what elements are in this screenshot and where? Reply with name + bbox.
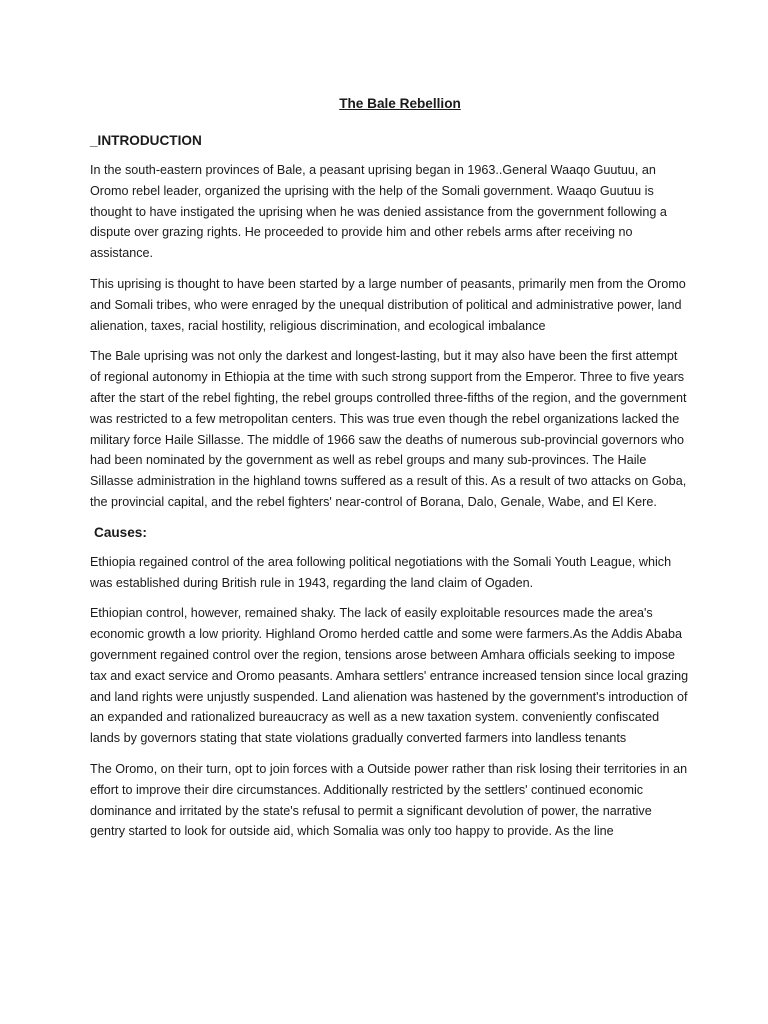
section-heading-introduction: _INTRODUCTION [90,133,202,148]
paragraph-causes-1: Ethiopia regained control of the area following political negotiations with the Somali Youth League, which was established during British rule in 1943, regarding the land claim of Ogaden. [90,554,672,590]
paragraph-causes-2: Ethiopian control, however, remained shaky. The lack of easily exploitable resources made the area's economic growth a low priority. Highland Oromo herded cattle and some were farmers.As the Addis Ababa government regained control over the region, tensions arose between Amhara officials seeking to impose tax and exact service and Oromo peasants. Amhara settlers' entrance increased tension since local grazing and land rights were unjustly suspended. Land alienation was hastened by the government's introduction of an expanded and rationalized bureaucracy as well as a new taxation system. conveniently confiscated lands by governors stating that state violations gradually converted farmers into landless tenants [90,606,689,746]
paragraph-intro-1: In the south-eastern provinces of Bale, a peasant uprising began in 1963..General Waaqo Guutuu, an Oromo rebel leader, organized the uprising with the help of the Somali government. Waaqo Guutuu is thought to have instigated the uprising when he was denied assistance from the government following a dispute over grazing rights. He proceeded to provide him and other rebels arms after receiving no assistance. [90,163,667,261]
document-body [90,94,690,852]
document-title: The Bale Rebellion [339,96,461,111]
section-heading-causes: Causes: [94,524,147,540]
paragraph-causes-3: The Oromo, on their turn, opt to join forces with a Outside power rather than risk losing their territories in an effort to improve their dire circumstances. Additionally restricted by the settlers' continued economic dominance and irritated by the state's refusal to permit a significant devolution of power, the narrative gentry started to look for outside aid, which Somalia was only too happy to provide. As the line [90,761,688,839]
paragraph-intro-2: This uprising is thought to have been started by a large number of peasants, primarily men from the Oromo and Somali tribes, who were enraged by the unequal distribution of political and administrative power, land alienation, taxes, racial hostility, religious discrimination, and ecological imbalance [90,276,686,333]
paragraph-intro-3: The Bale uprising was not only the darkest and longest-lasting, but it may also have been the first attempt of regional autonomy in Ethiopia at the time with such strong support from the Emperor. Three to five years after the start of the rebel fighting, the rebel groups controlled three-fifths of the region, and the government was restricted to a few metropolitan centers. This was true even though the rebel organizations lacked the military force Haile Sillasse. The middle of 1966 saw the deaths of numerous sub-provincial governors who had been nominated by the government as well as rebel groups and many sub-provinces. The Haile Sillasse administration in the highland towns suffered as a result of this. As a result of two attacks on Goba, the provincial capital, and the rebel fighters' near-control of Borana, Dalo, Genale, Wabe, and El Kere. [90,349,687,509]
